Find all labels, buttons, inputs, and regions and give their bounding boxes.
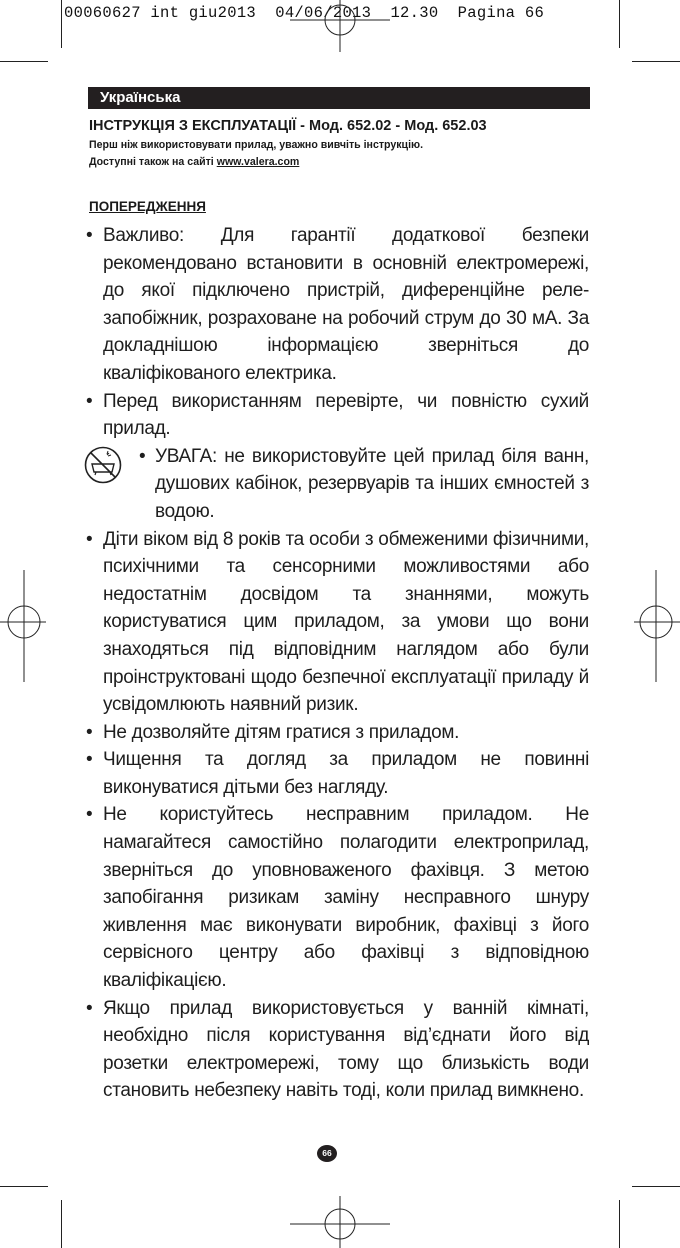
- warning-text: Чищення та догляд за приладом не повинні виконуватися дітьми без нагляду.: [103, 749, 589, 798]
- registration-mark-bottom: [290, 1194, 390, 1248]
- crop-mark-bottom-right-h: [632, 1186, 680, 1187]
- warning-text: УВАГА: не використовуйте цей прилад біля ванн, душових кабінок, резервуарів та інших ємностей з водою.: [155, 445, 589, 522]
- crop-mark-bottom-left-h: [0, 1186, 48, 1187]
- bullet: •: [86, 225, 93, 246]
- crop-mark-top-right-v: [619, 0, 620, 48]
- registration-mark-left: [0, 570, 46, 682]
- warning-text: Не дозволяйте дітям гратися з приладом.: [103, 721, 460, 743]
- crop-mark-bottom-right-v: [619, 1200, 620, 1248]
- website-prefix: Доступні також на сайті: [89, 156, 214, 168]
- warning-text: Важливо: Для гарантії додаткової безпеки рекомендовано встановити в основній електромережі, до якої підключено пристрій, диференційне реле-запобіжник, розраховане на робочий струм до 30 мА. За докладнішою інформацією зверніться до кваліфікованого електрика.: [103, 225, 589, 384]
- list-item: [86, 746, 589, 801]
- warning-text: Діти віком від 8 років та особи з обмеженими фізичними, психічними та сенсорними можливостями або недостатнім досвідом та знаннями, можуть користуватися цим приладом, за умови що вони знаходяться під відповідним наглядом або були проінструктовані щодо безпечної експлуатації приладу й усвідомлюють наявний ризик.: [103, 528, 589, 716]
- print-slug: 00060627 int giu2013 04/06/2013 12.30 Pagina 66: [64, 4, 545, 22]
- registration-mark-right: [634, 570, 680, 682]
- list-item: [86, 801, 589, 994]
- bullet: •: [86, 721, 93, 743]
- warnings-heading: ПОПЕРЕДЖЕННЯ: [89, 199, 206, 214]
- website-line: [89, 156, 299, 168]
- bullet: •: [86, 804, 93, 826]
- no-use-near-bathtub-icon: [83, 445, 123, 485]
- bullet: •: [86, 390, 93, 412]
- bullet: •: [139, 445, 146, 467]
- list-item: [86, 526, 589, 719]
- list-item: [139, 443, 589, 526]
- list-item: [86, 995, 589, 1105]
- language-header-bar: Українська: [88, 87, 590, 109]
- list-item: [86, 388, 589, 443]
- website-link[interactable]: www.valera.com: [216, 156, 300, 168]
- page-number: 66: [317, 1145, 337, 1162]
- crop-mark-top-left-v: [61, 0, 62, 48]
- crop-mark-top-left-h: [0, 61, 48, 62]
- registration-mark-top: [290, 0, 390, 56]
- bullet: •: [86, 749, 93, 771]
- crop-mark-bottom-left-v: [61, 1200, 62, 1248]
- warning-text: Перед використанням перевірте, чи повністю сухий прилад.: [103, 390, 589, 440]
- read-notice: Перш ніж використовувати прилад, уважно вивчіть інструкцію.: [89, 139, 424, 151]
- list-item: [86, 719, 589, 747]
- warnings-list: [86, 222, 589, 1105]
- list-item: [86, 222, 589, 388]
- crop-mark-top-right-h: [632, 61, 680, 62]
- bullet: •: [86, 528, 93, 550]
- warning-text: Не користуйтесь несправним приладом. Не намагайтеся самостійно полагодити електроприлад, зверніться до уповноваженого фахівця. З метою запобігання ризикам заміну несправного шнуру живлення має виконувати виробник, фахівці з його сервісного центру або фахівці з відповідною кваліфікацією.: [103, 804, 589, 992]
- warning-text: Якщо прилад використовується у ванній кімнаті, необхідно після користування від’єднати його від розетки електромережі, тому що близькість води становить небезпеку навіть тоді, коли прилад вимкнено.: [103, 997, 589, 1102]
- document-title: ІНСТРУКЦІЯ З ЕКСПЛУАТАЦІЇ - Мод. 652.02 - Мод. 652.03: [89, 118, 487, 134]
- bullet: •: [86, 997, 93, 1019]
